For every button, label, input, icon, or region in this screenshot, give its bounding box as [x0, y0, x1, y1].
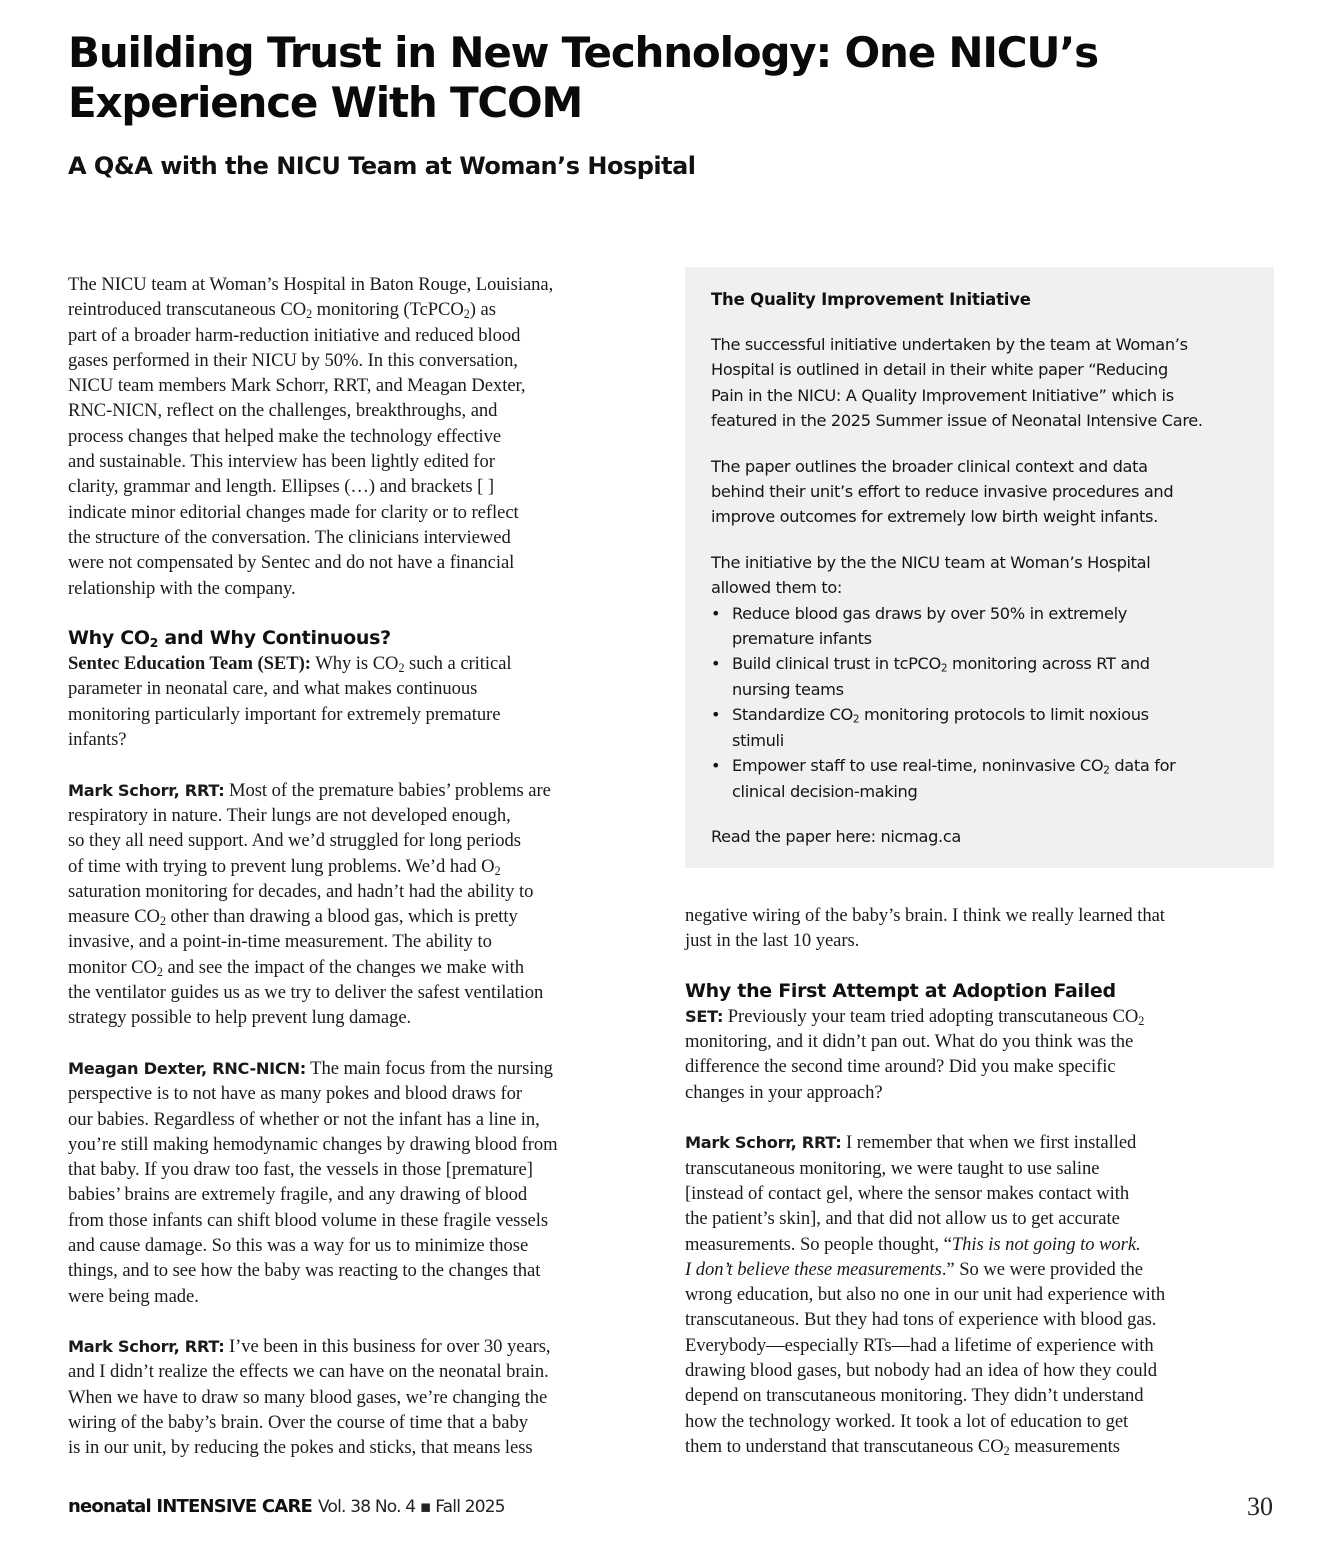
text-line: the structure of the conversation. The clinicians interviewed	[68, 526, 511, 548]
text-line: Standardize $CO_2$ monitoring protocols to limit noxious	[732, 705, 1149, 726]
speaker-label: Mark Schorr, RRT:	[68, 780, 225, 800]
text-line: clarity, grammar and length. Ellipses (…) and brackets [ ]	[68, 476, 494, 498]
section-heading: Why $CO_2$ and Why Continuous?	[68, 627, 391, 651]
text-line: Everybody—especially RTs—had a lifetime of experience with	[685, 1334, 1154, 1356]
sidebar-bullet-item	[711, 702, 1248, 753]
speaker-label: Mark Schorr, RRT:	[685, 1133, 842, 1153]
question-text	[68, 676, 663, 752]
text-line: you’re still making hemodynamic changes by drawing blood from	[68, 1133, 558, 1155]
speaker-label: SET:	[685, 1006, 724, 1026]
sidebar-bullet-item	[711, 753, 1248, 804]
text-line: Reduce blood gas draws by over 50% in extremely	[732, 603, 1127, 623]
text-line: of time with trying to prevent lung problems. We’d had $O_2$	[68, 855, 501, 878]
text-line: our babies. Regardless of whether or not the infant has a line in,	[68, 1108, 540, 1130]
text-line: premature infants	[732, 629, 872, 649]
text-line: featured in the 2025 Summer issue of Neonatal Intensive Care.	[711, 411, 1203, 431]
text-line: clinical decision-making	[732, 781, 918, 801]
question-text	[685, 1029, 1280, 1105]
bullet-icon: •	[711, 654, 721, 674]
intro-paragraph	[68, 272, 663, 601]
left-column	[68, 272, 663, 1461]
sidebar-paragraph	[711, 332, 1248, 434]
text-line: Empower staff to use real-time, noninvasive $CO_2$ data for	[732, 756, 1176, 777]
bullet-icon: •	[711, 705, 721, 725]
bullet-icon: •	[711, 603, 721, 623]
speaker-label: Meagan Dexter, RNC-NICN:	[68, 1058, 306, 1078]
text-line: from those infants can shift blood volume in these fragile vessels	[68, 1209, 549, 1231]
text-line: parameter in neonatal care, and what makes continuous	[68, 678, 478, 700]
text-line: perspective is to not have as many pokes and blood draws for	[68, 1083, 522, 1105]
text-line: difference the second time around? Did you make specific	[685, 1056, 1116, 1078]
text-line: process changes that helped make the technology effective	[68, 425, 502, 447]
text-line: Pain in the NICU: A Quality Improvement Initiative” which is	[711, 385, 1174, 405]
text-line: The successful initiative undertaken by the team at Woman’s	[711, 335, 1188, 354]
text-line: depend on transcutaneous monitoring. They didn’t understand	[685, 1385, 1144, 1407]
answer-schorr-3: Mark Schorr, RRT: I remember that when we first installed transcutaneous monitoring, we were taught to use saline [instead of contact gel, where the sensor makes contact with the patient’s skin], and that did not allow us to get accurate measurements. So people thought, “This is not going to work. I don’t believe these measurements.” So we were provided the wrong education, but also no one in our unit had experience with transcutaneous. But they had tons of experience with blood gas. Everybody—especially RTs—had a lifetime of experience with drawing blood gases, but nobody had an idea of how they could depend on transcutaneous monitoring. They didn’t understand how the technology worked. It took a lot of education to get them to understand that transcutaneous $CO_2$ measurements	[685, 1130, 1280, 1459]
text-line: behind their unit’s effort to reduce invasive procedures and	[711, 482, 1174, 502]
text-line: negative wiring of the baby’s brain. I think we really learned that	[685, 905, 1165, 926]
text-line: how the technology worked. It took a lot of education to get	[685, 1410, 1129, 1432]
text-line: strategy possible to help prevent lung damage.	[68, 1007, 412, 1029]
page-number: 30	[1247, 1492, 1273, 1521]
text-line: babies’ brains are extremely fragile, and any drawing of blood	[68, 1184, 528, 1206]
text-line: saturation monitoring for decades, and hadn’t had the ability to	[68, 880, 534, 902]
text-line: When we have to draw so many blood gases, we’re changing the	[68, 1386, 548, 1408]
magazine-brand: neonatal INTENSIVE CARE	[68, 1496, 312, 1517]
text-line: things, and to see how the baby was reacting to the changes that	[68, 1260, 541, 1282]
answer-dexter: Meagan Dexter, RNC-NICN: The main focus from the nursing perspective is to not have as many pokes and blood draws for our babies. Regardless of whether or not the infant has a line in, you’re still making hemodynamic changes by drawing blood from that baby. If you draw too fast, the vessels in those [premature] babies’ brains are extremely fragile, and any drawing of blood from those infants can shift blood volume in these fragile vessels and cause damage. So this was a way for us to minimize those things, and to see how the baby was reacting to the changes that were being made.	[68, 1056, 663, 1309]
text-line: The NICU team at Woman’s Hospital in Baton Rouge, Louisiana,	[68, 274, 554, 295]
text-line: stimuli	[732, 730, 784, 750]
text-line: invasive, and a point-in-time measurement. The ability to	[68, 931, 492, 953]
text-line: were being made.	[68, 1285, 199, 1307]
text-line: NICU team members Mark Schorr, RRT, and Meagan Dexter,	[68, 375, 526, 397]
text-line: just in the last 10 years.	[685, 930, 860, 952]
text-line: part of a broader harm-reduction initiative and reduced blood	[68, 324, 521, 346]
text-line: respiratory in nature. Their lungs are not developed enough,	[68, 804, 511, 826]
title-line-2: Experience With TCOM	[68, 78, 583, 127]
answer-schorr-2: Mark Schorr, RRT: I’ve been in this business for over 30 years, and I didn’t realize the effects we can have on the neonatal brain. When we have to draw so many blood gases, we’re changing the wiring of the baby’s brain. Over the course of time that a baby is in our unit, by reducing the pokes and sticks, that means less	[68, 1334, 663, 1460]
answer-text	[68, 1081, 663, 1309]
text-line: [instead of contact gel, where the sensor makes contact with	[685, 1182, 1130, 1204]
paper-link[interactable]: nicmag.ca	[880, 826, 961, 846]
answer-schorr-1: Mark Schorr, RRT: Most of the premature babies’ problems are respiratory in nature. Their lungs are not developed enough, so they all need support. And we’d struggled for long periods of time with trying to prevent lung problems. We’d had $O_2$ saturation monitoring for decades, and hadn’t had the ability to measure $CO_2$ other than drawing a blood gas, which is pretty invasive, and a point-in-time measurement. The ability to monitor $CO_2$ and see the impact of the changes we make with the ventilator guides us as we try to deliver the safest ventilation strategy possible to help prevent lung damage.	[68, 778, 663, 1031]
text-line: the patient’s skin], and that did not allow us to get accurate	[685, 1208, 1120, 1230]
right-column	[685, 903, 1280, 1459]
text-line: The initiative by the the NICU team at Woman’s Hospital	[711, 552, 1151, 572]
sidebar-bullet-item	[711, 601, 1248, 652]
text-line: The paper outlines the broader clinical context and data	[711, 456, 1148, 476]
text-line: were not compensated by Sentec and do not have a financial	[68, 552, 515, 574]
answer-text	[685, 1282, 1280, 1434]
text-line: is in our unit, by reducing the pokes and sticks, that means less	[68, 1437, 533, 1459]
quote-italic: This is not going to work.	[951, 1233, 1141, 1255]
article-title	[68, 28, 1268, 128]
answer-text	[68, 803, 663, 1031]
title-line-1: Building Trust in New Technology: One NICU’s	[68, 28, 1098, 77]
read-more: Read the paper here: nicmag.ca	[711, 826, 961, 846]
text-line: the ventilator guides us as we try to deliver the safest ventilation	[68, 982, 544, 1004]
speaker-label: Mark Schorr, RRT:	[68, 1337, 225, 1357]
answer-text	[685, 1156, 1280, 1232]
text-line: indicate minor editorial changes made for clarity or to reflect	[68, 501, 519, 523]
text-line: and cause damage. So this was a way for us to minimize those	[68, 1234, 529, 1256]
text-line: transcutaneous. But they had tons of experience with blood gas.	[685, 1309, 1157, 1331]
section-why-co2	[68, 626, 663, 752]
bullet-icon: •	[711, 756, 721, 776]
text-line: so they all need support. And we’d struggled for long periods	[68, 830, 521, 852]
text-line: monitoring, and it didn’t pan out. What do you think was the	[685, 1031, 1134, 1053]
text-line: wiring of the baby’s brain. Over the course of time that a baby	[68, 1412, 529, 1434]
text-line: monitoring particularly important for extremely premature	[68, 703, 501, 725]
page-footer	[68, 1492, 1273, 1526]
article-subtitle: A Q&A with the NICU Team at Woman’s Hospital	[68, 152, 696, 180]
answer-continued	[685, 903, 1280, 954]
question-line: Sentec Education Team (SET): Why is $CO_2$ such a critical	[68, 653, 512, 676]
text-line: Hospital is outlined in detail in their white paper “Reducing	[711, 360, 1168, 380]
text-line: wrong education, but also no one in our unit had experience with	[685, 1284, 1166, 1306]
text-line: transcutaneous monitoring, we were taught to use saline	[685, 1157, 1100, 1179]
sidebar-box	[685, 267, 1274, 868]
text-line: measure $CO_2$ other than drawing a blood gas, which is pretty	[68, 906, 518, 929]
issue-info: Vol. 38 No. 4 ▪ Fall 2025	[318, 1497, 505, 1517]
sidebar-bullet-list	[711, 601, 1248, 804]
text-line: changes in your approach?	[685, 1081, 883, 1103]
speaker-label: Sentec Education Team (SET):	[68, 653, 311, 675]
text-line: relationship with the company.	[68, 577, 296, 599]
text-line: infants?	[68, 729, 127, 751]
text-line: that baby. If you draw too fast, the vessels in those [premature]	[68, 1159, 533, 1181]
sidebar-paragraph	[711, 550, 1248, 601]
section-first-attempt: Why the First Attempt at Adoption Failed SET: Previously your team tried adopting transcutaneous $CO_2$ monitoring, and it didn’t pan out. What do you think was the difference the second time around? Did you make specific changes in your approach?	[685, 979, 1280, 1105]
sidebar-title: The Quality Improvement Initiative	[711, 290, 1031, 309]
sidebar-paragraph	[711, 454, 1248, 530]
text-line: reintroduced transcutaneous $CO_2$ monitoring (TcPCO$_2$) as	[68, 299, 496, 322]
text-line: RNC-NICN, reflect on the challenges, breakthroughs, and	[68, 400, 498, 422]
text-line: allowed them to:	[711, 578, 843, 598]
text-line: Build clinical trust in tcPCO$_2$ monitoring across RT and	[732, 654, 1150, 676]
text-line: improve outcomes for extremely low birth weight infants.	[711, 507, 1158, 527]
text-line: and I didn’t realize the effects we can have on the neonatal brain.	[68, 1361, 549, 1383]
text-line: nursing teams	[732, 679, 844, 699]
text-line: and sustainable. This interview has been lightly edited for	[68, 451, 495, 473]
text-line: drawing blood gases, but nobody had an idea of how they could	[685, 1360, 1158, 1382]
text-line: monitor $CO_2$ and see the impact of the changes we make with	[68, 956, 524, 979]
answer-text	[68, 1359, 663, 1460]
sidebar-bullet-item	[711, 651, 1248, 702]
section-heading: Why the First Attempt at Adoption Failed	[685, 979, 1116, 1002]
text-line: gases performed in their NICU by 50%. In this conversation,	[68, 349, 518, 371]
quote-italic: I don’t believe these measurements	[685, 1258, 942, 1280]
